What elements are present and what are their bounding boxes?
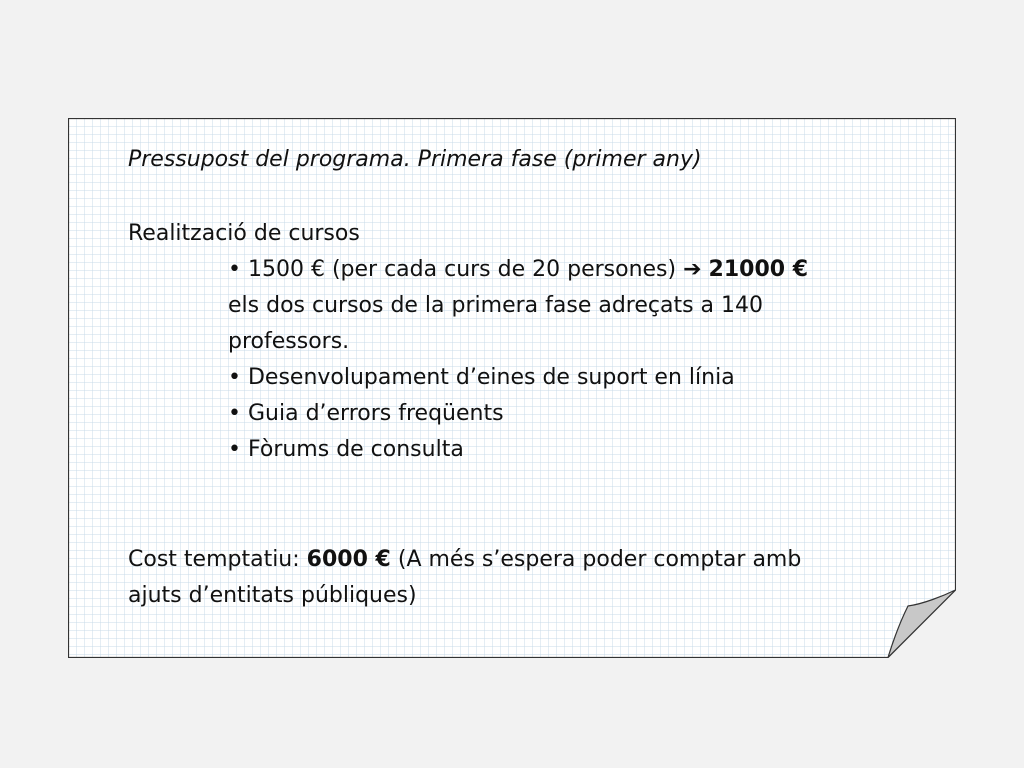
arrow-right-icon: ➔ <box>683 257 702 282</box>
bullet-icon: • <box>228 437 241 462</box>
cost-line <box>128 542 928 578</box>
list-item-continuation: professors. <box>228 329 350 354</box>
cost-label: Cost temptatiu: <box>128 547 300 572</box>
list-item <box>128 432 928 468</box>
cost-note-continuation: ajuts d’entitats públiques) <box>128 583 417 608</box>
list-item-label: Guia d’errors freqüents <box>247 401 504 426</box>
budget-text <box>128 142 928 614</box>
page-title: Pressupost del programa. Primera fase (primer any) <box>128 147 702 172</box>
bullet-icon: • <box>228 401 241 426</box>
list-item <box>128 360 928 396</box>
grid-paper-note <box>68 118 956 658</box>
bullet-lead: 1500 € (per cada curs de 20 persones) <box>247 257 677 282</box>
bullet-icon: • <box>228 365 241 390</box>
cost-amount: 6000 € <box>306 547 391 572</box>
section-heading: Realització de cursos <box>128 221 360 246</box>
course-total-amount: 21000 € <box>708 257 809 282</box>
list-item <box>128 396 928 432</box>
list-item-label: Fòrums de consulta <box>247 437 464 462</box>
list-item <box>128 252 928 288</box>
list-item-label: Desenvolupament d’eines de suport en línia <box>247 365 735 390</box>
bullet-icon: • <box>228 257 241 282</box>
list-item-continuation: els dos cursos de la primera fase adreçats a 140 <box>228 293 764 318</box>
cost-note: (A més s’espera poder comptar amb <box>397 547 802 572</box>
